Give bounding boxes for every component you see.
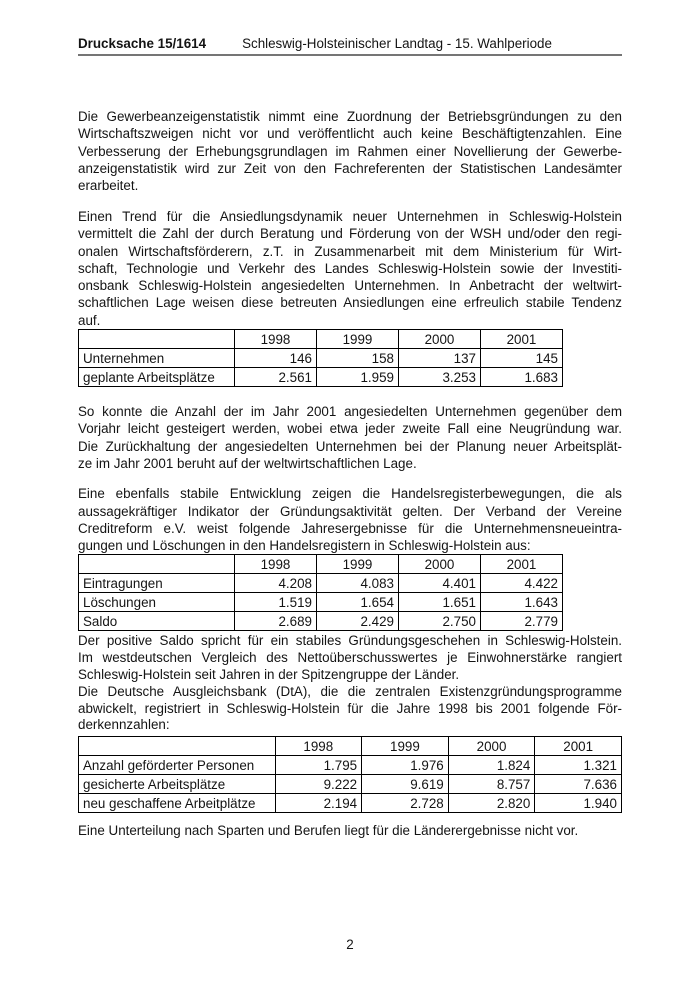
table-cell: 146 — [235, 349, 317, 368]
table-cell: 1.643 — [481, 593, 563, 612]
table-cell: 1.519 — [235, 593, 317, 612]
table-cell: 145 — [481, 349, 563, 368]
text-line: ze im Jahr 2001 beruht auf der weltwirtschaftlichen Lage. — [78, 455, 417, 471]
table-row — [79, 756, 622, 775]
text-line: Die Gewerbeanzeigenstatistik nimmt eine Zuordnung der Betriebsgründungen zu den — [78, 109, 622, 124]
text-line: auf. — [78, 312, 101, 328]
table-row — [79, 612, 563, 631]
table-cell: 1.795 — [275, 756, 362, 775]
table-cell: Saldo — [79, 612, 235, 631]
table-cell: 4.401 — [399, 574, 481, 593]
table-row — [79, 574, 563, 593]
table-cell: 2.429 — [317, 612, 399, 631]
table-cell: 9.619 — [362, 775, 449, 794]
table-header-cell: 1998 — [275, 737, 362, 756]
text-line: Verbesserung der Erhebungsgrundlagen im Rahmen einer Novellierung der Gewerbe- — [78, 143, 622, 159]
table-header-cell: 2001 — [481, 330, 563, 349]
doc-number: Drucksache 15/1614 — [78, 36, 207, 51]
table-row — [79, 349, 563, 368]
table-header-row — [79, 737, 622, 756]
table-header-cell — [79, 330, 235, 349]
table-ansiedlungen — [78, 329, 563, 387]
text-line: derkennzahlen: — [78, 717, 170, 733]
paragraph-saldo — [78, 633, 622, 683]
table-cell: 1.321 — [535, 756, 622, 775]
page-body — [78, 108, 622, 840]
text-line: Die Zurückhaltung der angesiedelten Unternehmen bei der Planung neuer Arbeitsplät- — [78, 438, 622, 454]
text-line: anzeigenstatistik wird zur Zeit von den Fachreferenten der Statistischen Landesämter — [78, 160, 622, 176]
doc-title: Schleswig-Holsteinischer Landtag - 15. Wahlperiode — [242, 36, 552, 51]
paragraph-handelsregister — [78, 485, 622, 554]
table-header-cell: 1998 — [235, 555, 317, 574]
table-cell: 1.959 — [317, 368, 399, 387]
table-cell: 2.779 — [481, 612, 563, 631]
text-line: schaftlichen Lage weisen diese betreuten Ansiedlungen eine erfreulich stabile Tendenz — [78, 295, 622, 311]
text-line: Die Deutsche Ausgleichsbank (DtA), die die zentralen Existenzgründungsprogramme — [78, 683, 622, 699]
table-header-cell: 1999 — [317, 555, 399, 574]
paragraph-unterteilung — [78, 822, 622, 839]
table-header-row — [79, 555, 563, 574]
table-cell: 4.083 — [317, 574, 399, 593]
text-line: Im westdeutschen Vergleich des Nettoüberschusswertes je Einwohnerstärke rangiert — [78, 650, 622, 666]
paragraph-gewerbeanzeigenstatistik — [78, 108, 622, 194]
table-cell: Löschungen — [79, 593, 235, 612]
table-cell: 1.824 — [448, 756, 535, 775]
text-line: Eine Unterteilung nach Sparten und Berufen liegt für die Länderergebnisse nicht vor. — [78, 823, 579, 839]
text-line: abwickelt, registriert in Schleswig-Holstein für die Jahre 1998 bis 2001 folgende För- — [78, 700, 622, 716]
text-line: gungen und Löschungen in den Handelsregistern in Schleswig-Holstein aus: — [78, 538, 531, 554]
table-header-row — [79, 330, 563, 349]
text-line: Der positive Saldo spricht für ein stabiles Gründungsgeschehen in Schleswig-Holstein. — [78, 633, 622, 649]
table-cell: 7.636 — [535, 775, 622, 794]
text-line: Einen Trend für die Ansiedlungsdynamik neuer Unternehmen in Schleswig-Holstein — [78, 208, 622, 224]
text-line: vermittelt die Zahl der durch Beratung und Förderung von der WSH und/oder den regi- — [78, 226, 622, 242]
text-line: Wirtschaftszweigen nicht vor und veröffentlicht auch keine Beschäftigtenzahlen. Eine — [78, 126, 622, 142]
table-cell: 2.561 — [235, 368, 317, 387]
table-row — [79, 794, 622, 813]
text-line: Schleswig-Holstein seit Jahren in der Spitzengruppe der Länder. — [78, 667, 460, 683]
table-row — [79, 368, 563, 387]
text-line: Creditreform e.V. weist folgende Jahresergebnisse für die Unternehmensneueintra- — [78, 520, 622, 536]
text-line: erarbeitet. — [78, 178, 139, 194]
table-header-cell: 2000 — [399, 330, 481, 349]
table-header-cell: 2001 — [481, 555, 563, 574]
text-line: Vorjahr leicht gesteigert werden, wobei etwa jeder zweite Fall eine Neugründung war. — [78, 421, 622, 437]
table-cell: 4.422 — [481, 574, 563, 593]
paragraph-ansiedlungsdynamik — [78, 208, 622, 329]
table-dta-foerderkennzahlen — [78, 736, 622, 813]
table-cell: 2.689 — [235, 612, 317, 631]
table-cell: 2.820 — [448, 794, 535, 813]
table-cell: Eintragungen — [79, 574, 235, 593]
table-header-cell: 2001 — [535, 737, 622, 756]
table-cell: neu geschaffene Arbeitplätze — [79, 794, 276, 813]
table-cell: 8.757 — [448, 775, 535, 794]
table-cell: 9.222 — [275, 775, 362, 794]
table-cell: 2.750 — [399, 612, 481, 631]
table-row — [79, 593, 563, 612]
text-line: onalen Wirtschaftsförderern, z.T. in Zusammenarbeit mit dem Ministerium für Wirt- — [78, 243, 622, 259]
table-header-cell: 2000 — [399, 555, 481, 574]
table-cell: 3.253 — [399, 368, 481, 387]
table-cell: gesicherte Arbeitsplätze — [79, 775, 276, 794]
page-number: 2 — [346, 936, 354, 952]
text-line: So konnte die Anzahl der im Jahr 2001 angesiedelten Unternehmen gegenüber dem — [78, 404, 622, 420]
text-line: onsbank Schleswig-Holstein angesiedelten Unternehmen. In Anbetracht der weltwirt- — [78, 278, 622, 294]
paragraph-anzahl-2001 — [78, 403, 622, 472]
table-cell: 4.208 — [235, 574, 317, 593]
table-header-cell — [79, 737, 276, 756]
table-header-cell: 1999 — [317, 330, 399, 349]
table-cell: Unternehmen — [79, 349, 235, 368]
table-handelsregister — [78, 554, 563, 631]
table-cell: 2.728 — [362, 794, 449, 813]
table-cell: 1.651 — [399, 593, 481, 612]
table-header-cell: 1998 — [235, 330, 317, 349]
table-cell: 1.654 — [317, 593, 399, 612]
table-cell: 2.194 — [275, 794, 362, 813]
table-header-cell: 1999 — [362, 737, 449, 756]
text-line: Eine ebenfalls stabile Entwicklung zeigen die Handelsregisterbewegungen, die als — [78, 486, 622, 502]
text-line: schaft, Technologie und Verkehr des Landes Schleswig-Holstein sowie der Investiti- — [78, 260, 622, 276]
table-header-cell — [79, 555, 235, 574]
table-cell: geplante Arbeitsplätze — [79, 368, 235, 387]
paragraph-dta — [78, 684, 622, 734]
table-row — [79, 775, 622, 794]
table-cell: 1.940 — [535, 794, 622, 813]
table-cell: 1.683 — [481, 368, 563, 387]
table-header-cell: 2000 — [448, 737, 535, 756]
table-cell: 137 — [399, 349, 481, 368]
page-header — [78, 36, 622, 56]
table-cell: 158 — [317, 349, 399, 368]
table-cell: 1.976 — [362, 756, 449, 775]
text-line: aussagekräftiger Indikator der Gründungsaktivität gelten. Der Verband der Vereine — [78, 503, 622, 519]
table-cell: Anzahl geförderter Personen — [79, 756, 276, 775]
